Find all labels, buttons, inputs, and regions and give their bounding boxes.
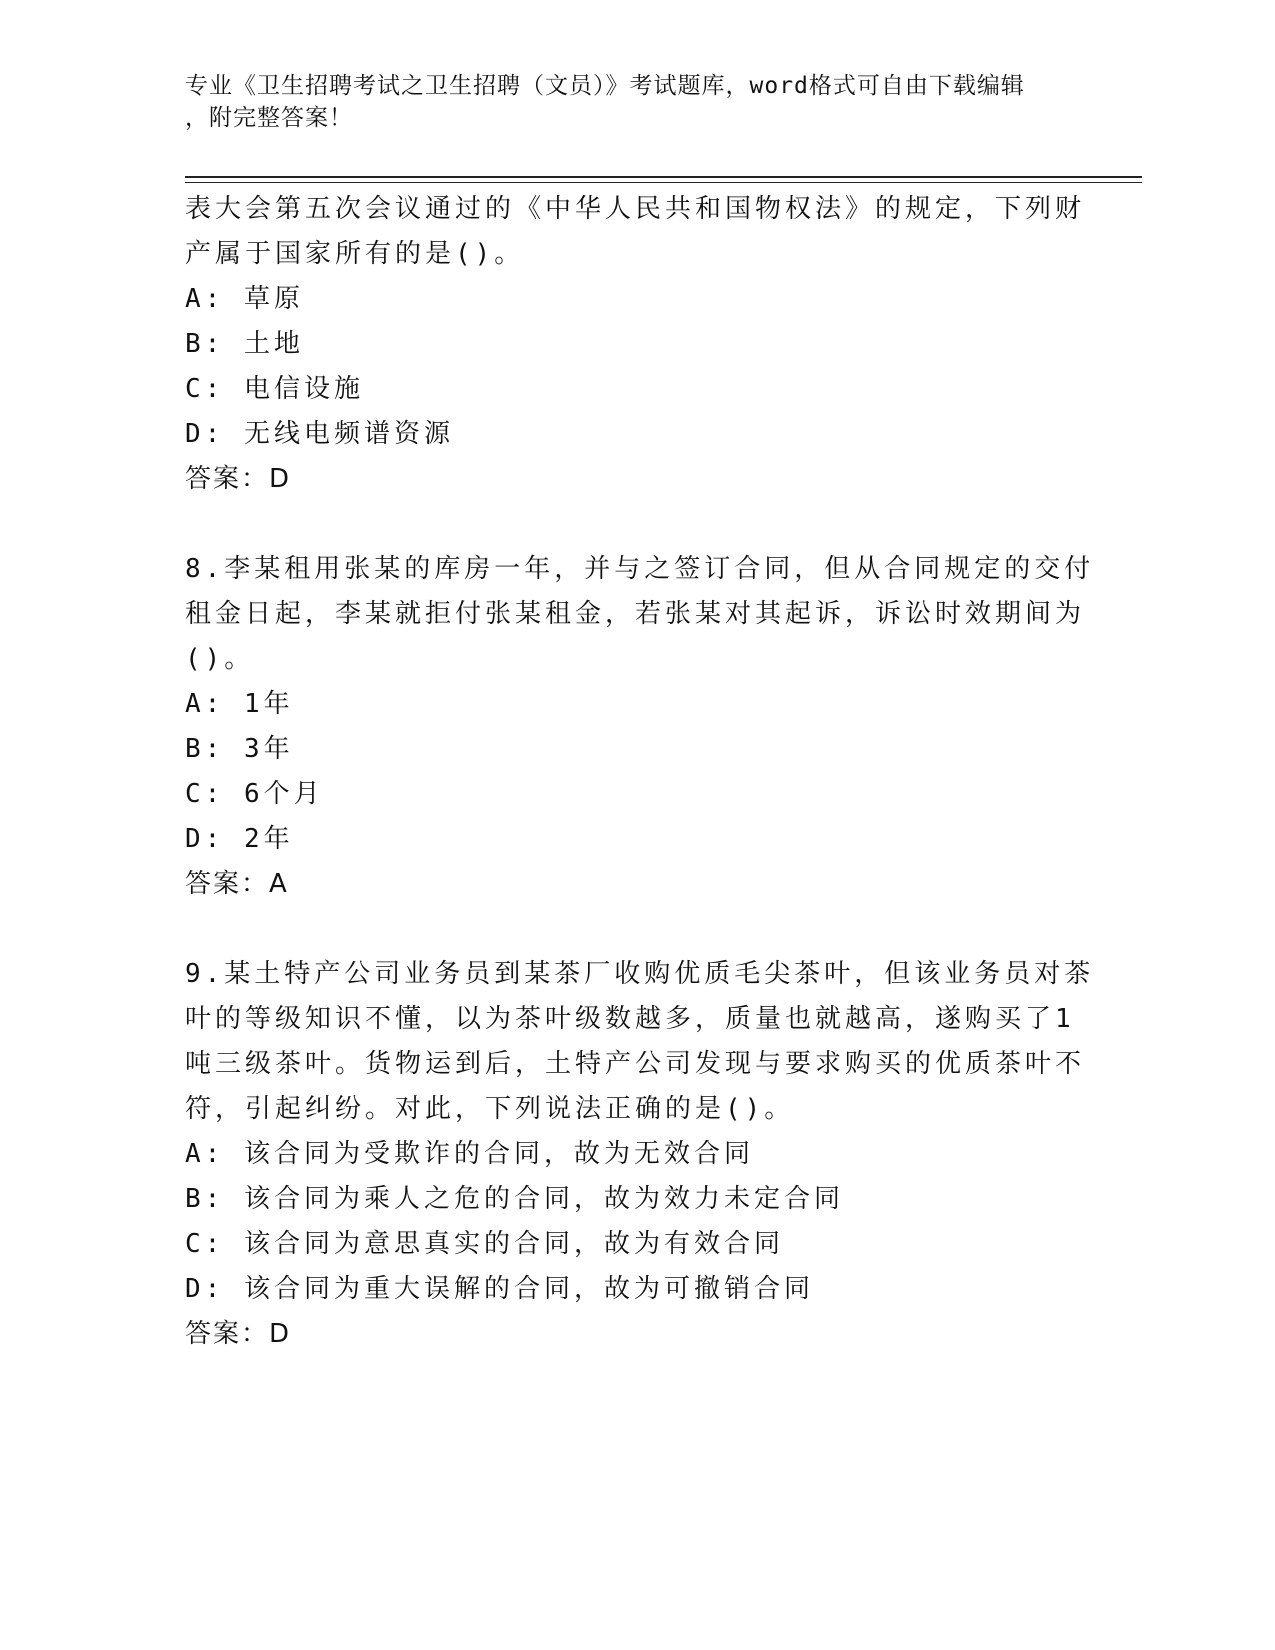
option-a: A: 1年: [185, 689, 294, 719]
option-b: B: 土地: [185, 329, 304, 359]
question-list: [185, 187, 1095, 1357]
option-c: C: 该合同为意思真实的合同，故为有效合同: [185, 1229, 784, 1259]
option-c: C: 电信设施: [185, 374, 364, 404]
header-divider-thin: [185, 182, 1142, 183]
answer-label: 答案：D: [185, 464, 292, 494]
option-d: D: 该合同为重大误解的合同，故为可撤销合同: [185, 1274, 814, 1304]
question-text-line: 表大会第五次会议通过的《中华人民共和国物权法》的规定，下列财: [185, 194, 1086, 224]
header-divider-thick: [185, 176, 1142, 178]
question-text-line: 9.某土特产公司业务员到某茶厂收购优质毛尖茶叶，但该业务员对茶: [185, 959, 1095, 989]
option-b: B: 3年: [185, 734, 294, 764]
question-spacer: [185, 502, 1065, 547]
question-7: [185, 187, 1086, 502]
answer-label: 答案：D: [185, 1319, 292, 1349]
option-a: A: 草原: [185, 284, 304, 314]
option-d: D: 2年: [185, 824, 294, 854]
question-text-line: ()。: [185, 644, 255, 674]
answer-label: 答案：A: [185, 869, 289, 899]
question-text-line: 产属于国家所有的是()。: [185, 239, 525, 269]
question-text-line: 吨三级茶叶。货物运到后，土特产公司发现与要求购买的优质茶叶不: [185, 1049, 1086, 1079]
question-text-line: 符，引起纠纷。对此，下列说法正确的是()。: [185, 1094, 795, 1124]
question-9: [185, 952, 1095, 1357]
option-d: D: 无线电频谱资源: [185, 419, 454, 449]
question-text-line: 叶的等级知识不懂，以为茶叶级数越多，质量也就越高，遂购买了1: [185, 1004, 1075, 1034]
question-text-line: 8.李某租用张某的库房一年，并与之签订合同，但从合同规定的交付: [185, 554, 1095, 584]
option-a: A: 该合同为受欺诈的合同，故为无效合同: [185, 1139, 754, 1169]
page-header: [185, 70, 1065, 134]
question-8: [185, 547, 1095, 907]
option-c: C: 6个月: [185, 779, 324, 809]
question-text-line: 租金日起，李某就拒付张某租金，若张某对其起诉，诉讼时效期间为: [185, 599, 1086, 629]
header-line-2: ，附完整答案！: [185, 105, 353, 131]
header-line-1: 专业《卫生招聘考试之卫生招聘（文员）》考试题库，word格式可自由下载编辑: [185, 73, 1025, 99]
option-b: B: 该合同为乘人之危的合同，故为效力未定合同: [185, 1184, 844, 1214]
question-spacer: [185, 907, 1065, 952]
